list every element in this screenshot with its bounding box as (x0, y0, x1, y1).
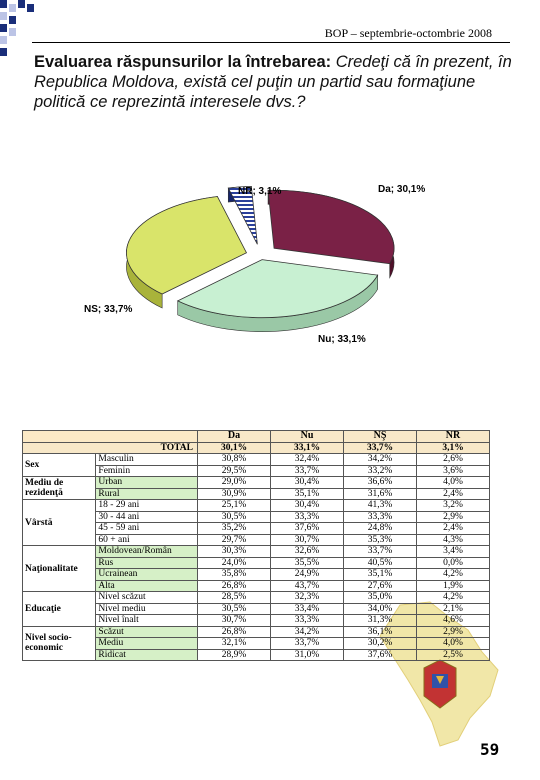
table-cell: 28,5% (198, 592, 271, 604)
table-cell: 3,6% (417, 465, 490, 477)
table-cell: 33,2% (344, 465, 417, 477)
row-label: Ridicat (96, 649, 198, 661)
table-cell: 30,7% (271, 534, 344, 546)
table-cell: 30,5% (198, 511, 271, 523)
group-label: Vârstă (23, 500, 96, 546)
table-cell: 2,1% (417, 603, 490, 615)
table-cell: 24,8% (344, 523, 417, 535)
table-cell: 37,6% (344, 649, 417, 661)
pie-label-ns: NS; 33,7% (84, 304, 133, 315)
table-cell: 4,0% (417, 477, 490, 489)
table-header-blank (23, 431, 198, 443)
row-label: Nivel scăzut (96, 592, 198, 604)
table-row (23, 626, 490, 638)
table-cell: 1,9% (417, 580, 490, 592)
table-cell: 2,9% (417, 626, 490, 638)
group-label: Nivel socio-economic (23, 626, 96, 661)
table-cell: 29,0% (198, 477, 271, 489)
table-cell: 36,6% (344, 477, 417, 489)
table-cell: 2,4% (417, 523, 490, 535)
table-cell: 30,8% (198, 454, 271, 466)
table-cell: 31,6% (344, 488, 417, 500)
table-cell: 33,7% (344, 546, 417, 558)
table-cell: 32,1% (198, 638, 271, 650)
table-cell: 24,9% (271, 569, 344, 581)
table-cell: 0,0% (417, 557, 490, 569)
table-cell: 30,2% (344, 638, 417, 650)
table-cell: 4,3% (417, 534, 490, 546)
row-label: Moldovean/Român (96, 546, 198, 558)
table-cell: 2,4% (417, 488, 490, 500)
row-label: 18 - 29 ani (96, 500, 198, 512)
table-cell: 3,2% (417, 500, 490, 512)
title-bold: Evaluarea răspunsurilor la întrebarea: (34, 53, 332, 71)
row-label: Masculin (96, 454, 198, 466)
table-cell: 3,4% (417, 546, 490, 558)
page-header: BOP – septembrie-octombrie 2008 (324, 26, 492, 40)
row-label: Ucrainean (96, 569, 198, 581)
row-label: Mediu (96, 638, 198, 650)
table-cell: 35,2% (198, 523, 271, 535)
table-cell: 37,6% (271, 523, 344, 535)
table-cell: 35,3% (344, 534, 417, 546)
table-cell: 26,8% (198, 626, 271, 638)
table-cell: 32,3% (271, 592, 344, 604)
results-table (22, 430, 490, 661)
group-label: Sex (23, 454, 96, 477)
slide-title (34, 52, 514, 112)
row-label: Rus (96, 557, 198, 569)
pie-label-da: Da; 30,1% (378, 184, 426, 195)
table-cell: 3,1% (417, 442, 490, 454)
header-rule (32, 42, 510, 43)
table-cell: 29,5% (198, 465, 271, 477)
table-cell: 35,5% (271, 557, 344, 569)
table-cell: 2,9% (417, 511, 490, 523)
table-cell: 4,2% (417, 592, 490, 604)
title-question: Credeţi că în prezent, în Republica Moldova, există cel puţin un partid sau formaţiune politică ce reprezintă interesele dvs.? (34, 53, 512, 111)
table-cell: 30,7% (198, 615, 271, 627)
pie-label-nr: NR; 3,1% (238, 186, 282, 197)
table-cell: 35,8% (198, 569, 271, 581)
total-label: TOTAL (23, 442, 198, 454)
table-cell: 34,0% (344, 603, 417, 615)
table-cell: 4,2% (417, 569, 490, 581)
column-header: NŞ (344, 431, 417, 443)
table-cell: 33,7% (271, 638, 344, 650)
table-header-row (23, 431, 490, 443)
row-label: 45 - 59 ani (96, 523, 198, 535)
table-cell: 32,4% (271, 454, 344, 466)
table-cell: 36,1% (344, 626, 417, 638)
group-label: Mediu de rezidenţă (23, 477, 96, 500)
table-row (23, 477, 490, 489)
table-cell: 25,1% (198, 500, 271, 512)
table-cell: 33,1% (271, 442, 344, 454)
table-row (23, 454, 490, 466)
row-label: Urban (96, 477, 198, 489)
table-cell: 31,0% (271, 649, 344, 661)
column-header: Da (198, 431, 271, 443)
column-header: NR (417, 431, 490, 443)
table-cell: 27,6% (344, 580, 417, 592)
table-cell: 43,7% (271, 580, 344, 592)
table-cell: 2,6% (417, 454, 490, 466)
row-label: 60 + ani (96, 534, 198, 546)
table-cell: 33,3% (344, 511, 417, 523)
table-cell: 41,3% (344, 500, 417, 512)
table-cell: 4,0% (417, 638, 490, 650)
pie-slice-da (268, 190, 394, 263)
corner-decoration (0, 0, 60, 60)
pie-chart (60, 160, 480, 360)
table-cell: 2,5% (417, 649, 490, 661)
row-label: Feminin (96, 465, 198, 477)
table-cell: 30,4% (271, 500, 344, 512)
table-cell: 33,3% (271, 511, 344, 523)
table-cell: 40,5% (344, 557, 417, 569)
row-label: Rural (96, 488, 198, 500)
row-label: Nivel înalt (96, 615, 198, 627)
table-cell: 33,7% (271, 465, 344, 477)
column-header: Nu (271, 431, 344, 443)
table-row-total (23, 442, 490, 454)
table-cell: 4,6% (417, 615, 490, 627)
row-label: Scăzut (96, 626, 198, 638)
table-row (23, 546, 490, 558)
table-cell: 34,2% (271, 626, 344, 638)
table-cell: 33,3% (271, 615, 344, 627)
table-cell: 28,9% (198, 649, 271, 661)
row-label: 30 - 44 ani (96, 511, 198, 523)
table-cell: 34,2% (344, 454, 417, 466)
table-cell: 31,3% (344, 615, 417, 627)
table-cell: 32,6% (271, 546, 344, 558)
group-label: Naţionalitate (23, 546, 96, 592)
table-cell: 30,9% (198, 488, 271, 500)
table-cell: 30,1% (198, 442, 271, 454)
table-cell: 29,7% (198, 534, 271, 546)
table-cell: 30,4% (271, 477, 344, 489)
table-cell: 35,1% (344, 569, 417, 581)
row-label: Nivel mediu (96, 603, 198, 615)
pie-label-nu: Nu; 33,1% (318, 334, 366, 345)
table-row (23, 500, 490, 512)
table-cell: 35,1% (271, 488, 344, 500)
table-cell: 30,3% (198, 546, 271, 558)
table-cell: 30,5% (198, 603, 271, 615)
table-cell: 24,0% (198, 557, 271, 569)
table-cell: 33,7% (344, 442, 417, 454)
table-cell: 26,8% (198, 580, 271, 592)
group-label: Educaţie (23, 592, 96, 627)
table-cell: 35,0% (344, 592, 417, 604)
table-row (23, 592, 490, 604)
page-number: 59 (480, 740, 500, 759)
row-label: Alta (96, 580, 198, 592)
table-cell: 33,4% (271, 603, 344, 615)
